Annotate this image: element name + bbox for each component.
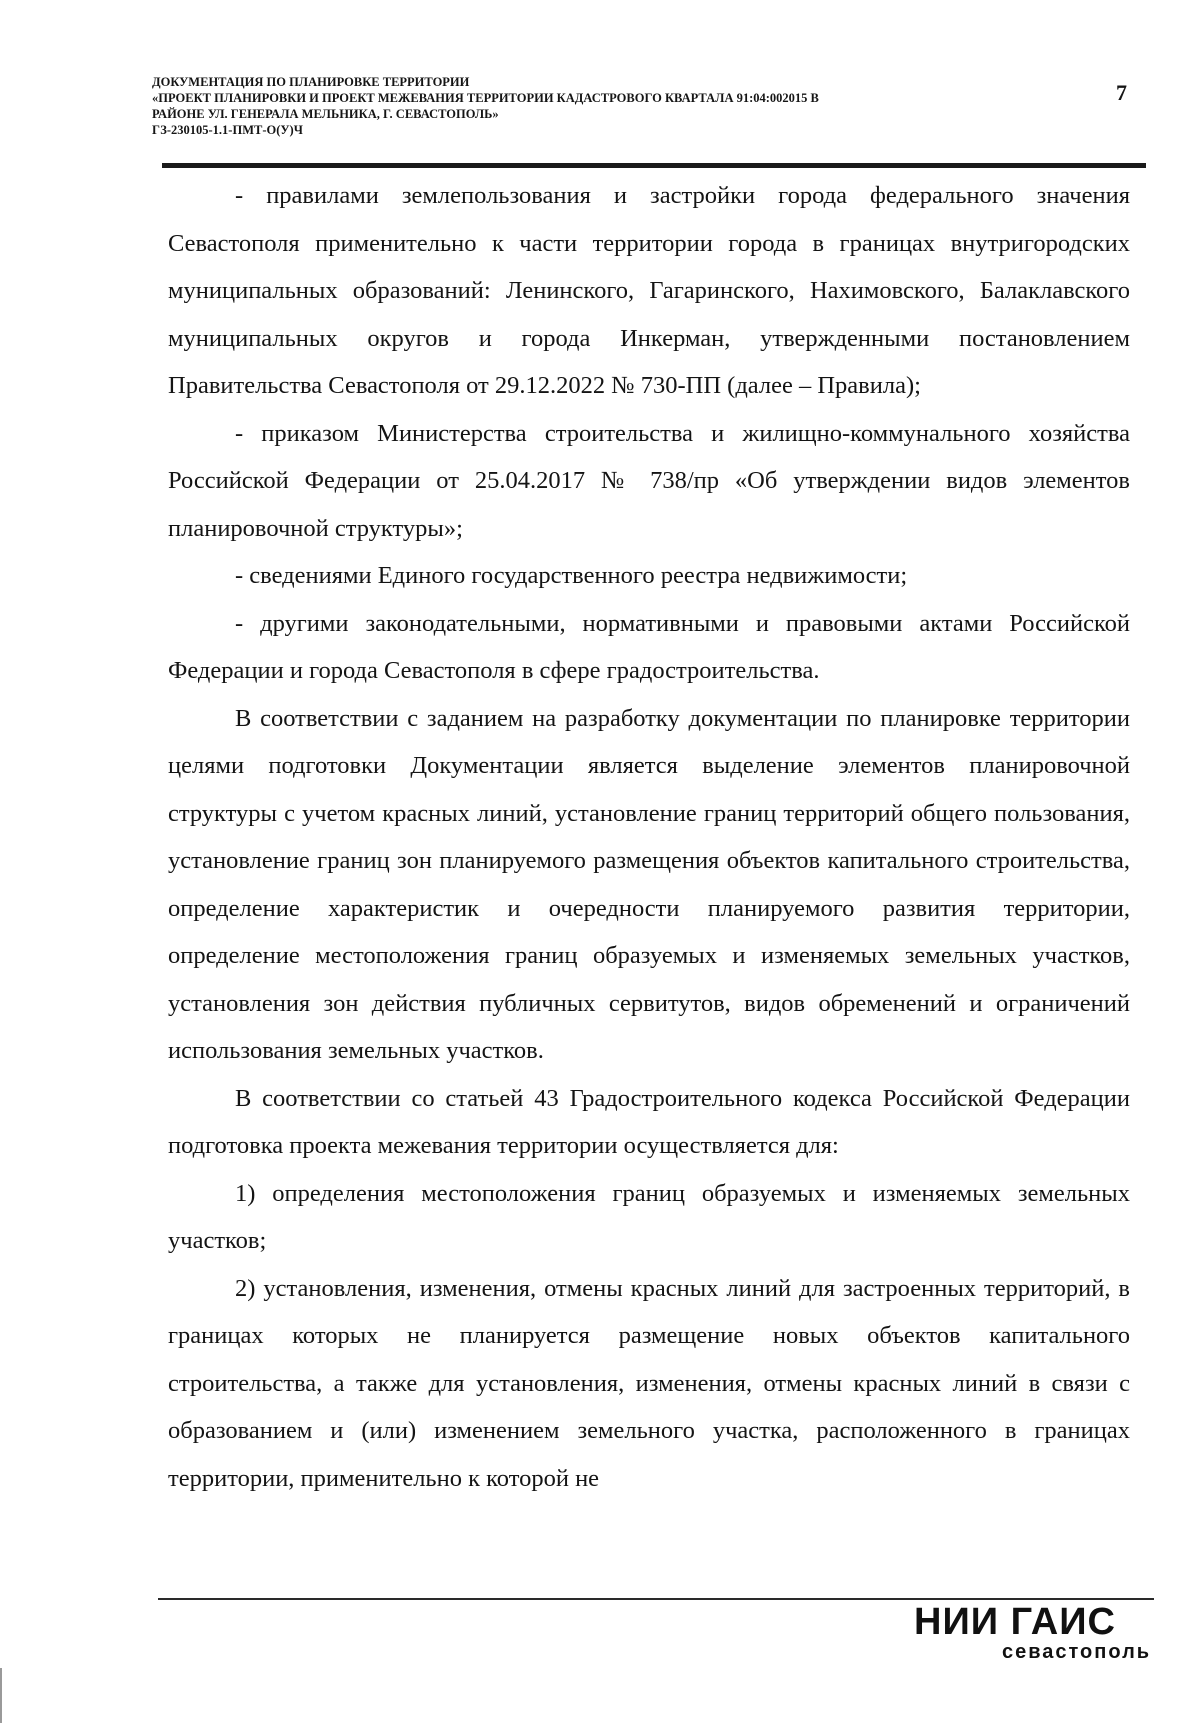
company-logo [910, 1602, 1160, 1662]
page-number: 7 [1116, 80, 1127, 105]
paragraph: 2) установления, изменения, отмены красных линий для застроенных территорий, в границах которых не планируется размещение новых объектов капитального строительства, а также для установления, изменения, отмены красных линий в связи с образованием и (или) изменением земельного участка, расположенного в границах территории, применительно к которой не [168, 1274, 1130, 1492]
header-divider [162, 163, 1146, 168]
paragraph: В соответствии с заданием на разработку документации по планировке территории целями подготовки Документации является выделение элементов планировочной структуры с учетом красных линий, установление границ территорий общего пользования, установление границ зон планируемого размещения объектов капитального строительства, определение характеристик и очередности планируемого развития территории, определение местоположения границ образуемых и изменяемых земельных участков, установления зон действия публичных сервитутов, видов обременений и ограничений использования земельных участков. [168, 704, 1130, 1064]
paragraph: В соответствии со статьей 43 Градостроительного кодекса Российской Федерации подготовка проекта межевания территории осуществляется для: [168, 1084, 1130, 1159]
header-line-2: «ПРОЕКТ ПЛАНИРОВКИ И ПРОЕКТ МЕЖЕВАНИЯ ТЕРРИТОРИИ КАДАСТРОВОГО КВАРТАЛА 91:04:002015 В [152, 91, 819, 105]
paragraph: - сведениями Единого государственного реестра недвижимости; [235, 562, 908, 589]
paragraph: - другими законодательными, нормативными и правовыми актами Российской Федерации и города Севастополя в сфере градостроительства. [168, 609, 1130, 684]
header-line-1: ДОКУМЕНТАЦИЯ ПО ПЛАНИРОВКЕ ТЕРРИТОРИИ [152, 75, 470, 89]
logo-title: НИИ ГАИС [914, 1601, 1116, 1643]
header-line-3: РАЙОНЕ УЛ. ГЕНЕРАЛА МЕЛЬНИКА, Г. СЕВАСТОПОЛЬ» [152, 107, 499, 121]
footer-divider [158, 1598, 1154, 1600]
scan-edge-mark [0, 1668, 2, 1723]
paragraph: - правилами землепользования и застройки города федерального значения Севастополя применительно к части территории города в границах внутригородских муниципальных образований: Ленинского, Гагаринского, Нахимовского, Балаклавского муниципальных округов и города Инкерман, утвержденными постановлением Правительства Севастополя от 29.12.2022 № 730-ПП (далее – Правила); [168, 182, 1130, 399]
logo-subtitle: севастополь [1002, 1641, 1152, 1663]
paragraph: 1) определения местоположения границ образуемых и изменяемых земельных участков; [168, 1179, 1130, 1254]
paragraph: - приказом Министерства строительства и жилищно-коммунального хозяйства Российской Федерации от 25.04.2017 № 738/пр «Об утверждении видов элементов планировочной структуры»; [168, 419, 1130, 542]
document-body [168, 172, 1130, 1502]
document-header [152, 74, 1052, 138]
header-line-4: ГЗ-230105-1.1-ПМТ-О(У)Ч [152, 123, 303, 137]
